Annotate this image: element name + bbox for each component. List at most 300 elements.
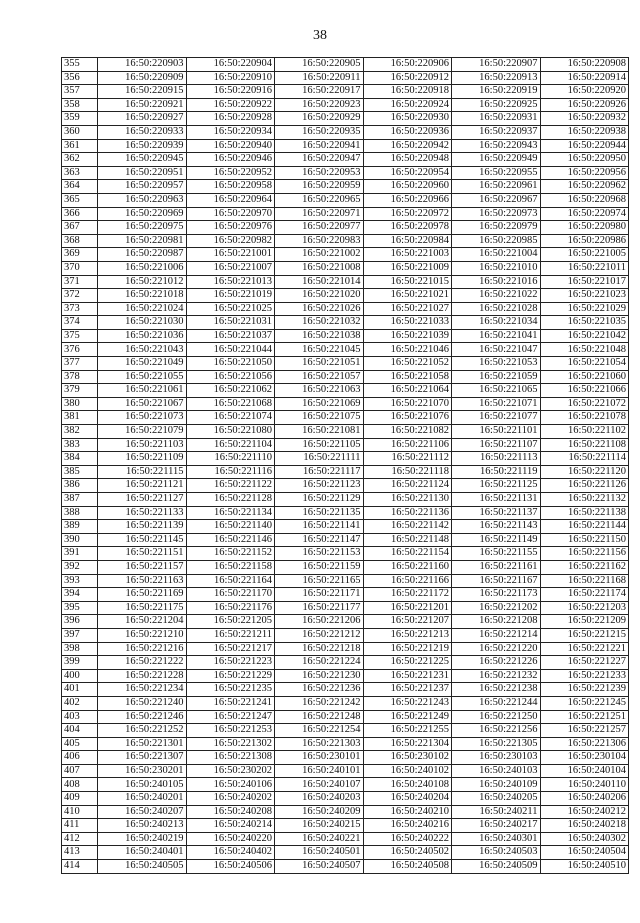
cadastral-code-cell: 16:50:240219 [98, 832, 187, 846]
table-row [62, 588, 629, 602]
cadastral-code-cell: 16:50:221236 [275, 683, 364, 697]
cadastral-code-cell: 16:50:221307 [98, 751, 187, 765]
cadastral-code-cell: 16:50:221138 [540, 506, 629, 520]
cadastral-code-cell: 16:50:220951 [98, 166, 187, 180]
cadastral-code-cell: 16:50:220979 [452, 221, 541, 235]
row-number-cell: 393 [62, 574, 98, 588]
page-number: 38 [313, 28, 327, 43]
cadastral-code-cell: 16:50:221226 [452, 656, 541, 670]
cadastral-code-cell: 16:50:221034 [452, 316, 541, 330]
cadastral-code-cell: 16:50:220921 [98, 98, 187, 112]
cadastral-code-cell: 16:50:221064 [363, 384, 452, 398]
cadastral-code-cell: 16:50:220969 [98, 207, 187, 221]
cadastral-code-cell: 16:50:221131 [452, 493, 541, 507]
row-number-cell: 402 [62, 696, 98, 710]
cadastral-code-cell: 16:50:221218 [275, 642, 364, 656]
table-row [62, 778, 629, 792]
cadastral-code-cell: 16:50:220978 [363, 221, 452, 235]
cadastral-code-cell: 16:50:221058 [363, 370, 452, 384]
cadastral-code-cell: 16:50:221157 [98, 560, 187, 574]
cadastral-code-cell: 16:50:220974 [540, 207, 629, 221]
cadastral-code-cell: 16:50:221257 [540, 724, 629, 738]
cadastral-code-cell: 16:50:221057 [275, 370, 364, 384]
cadastral-code-cell: 16:50:221201 [363, 601, 452, 615]
cadastral-code-cell: 16:50:221068 [186, 397, 275, 411]
cadastral-code-cell: 16:50:221004 [452, 248, 541, 262]
cadastral-code-cell: 16:50:220935 [275, 125, 364, 139]
cadastral-code-cell: 16:50:221231 [363, 669, 452, 683]
row-number-cell: 395 [62, 601, 98, 615]
cadastral-code-cell: 16:50:240105 [98, 778, 187, 792]
cadastral-code-cell: 16:50:221128 [186, 493, 275, 507]
cadastral-code-cell: 16:50:221106 [363, 438, 452, 452]
cadastral-code-cell: 16:50:221029 [540, 302, 629, 316]
cadastral-code-cell: 16:50:240103 [452, 764, 541, 778]
cadastral-code-cell: 16:50:240211 [452, 805, 541, 819]
table-row [62, 737, 629, 751]
row-number-cell: 370 [62, 261, 98, 275]
cadastral-code-cell: 16:50:220924 [363, 98, 452, 112]
table-row [62, 316, 629, 330]
cadastral-code-cell: 16:50:221065 [452, 384, 541, 398]
cadastral-code-cell: 16:50:221174 [540, 588, 629, 602]
table-row [62, 805, 629, 819]
cadastral-code-cell: 16:50:220961 [452, 180, 541, 194]
row-number-cell: 414 [62, 860, 98, 874]
cadastral-code-cell: 16:50:220918 [363, 85, 452, 99]
row-number-cell: 374 [62, 316, 98, 330]
cadastral-code-cell: 16:50:220980 [540, 221, 629, 235]
table-row [62, 112, 629, 126]
cadastral-code-cell: 16:50:221001 [186, 248, 275, 262]
cadastral-code-cell: 16:50:240210 [363, 805, 452, 819]
cadastral-code-cell: 16:50:230201 [98, 764, 187, 778]
cadastral-code-cell: 16:50:220937 [452, 125, 541, 139]
cadastral-code-cell: 16:50:221175 [98, 601, 187, 615]
cadastral-code-cell: 16:50:221235 [186, 683, 275, 697]
cadastral-code-cell: 16:50:221107 [452, 438, 541, 452]
cadastral-code-cell: 16:50:240104 [540, 764, 629, 778]
cadastral-code-cell: 16:50:220916 [186, 85, 275, 99]
cadastral-code-cell: 16:50:240216 [363, 819, 452, 833]
cadastral-code-cell: 16:50:221027 [363, 302, 452, 316]
cadastral-code-cell: 16:50:220907 [452, 58, 541, 72]
cadastral-code-cell: 16:50:221305 [452, 737, 541, 751]
table-row [62, 207, 629, 221]
cadastral-code-cell: 16:50:220956 [540, 166, 629, 180]
cadastral-code-cell: 16:50:221076 [363, 411, 452, 425]
row-number-cell: 391 [62, 547, 98, 561]
table-row [62, 234, 629, 248]
cadastral-code-cell: 16:50:221111 [275, 452, 364, 466]
cadastral-code-cell: 16:50:221140 [186, 520, 275, 534]
cadastral-code-cell: 16:50:221303 [275, 737, 364, 751]
row-number-cell: 364 [62, 180, 98, 194]
cadastral-code-cell: 16:50:221250 [452, 710, 541, 724]
cadastral-code-cell: 16:50:221159 [275, 560, 364, 574]
cadastral-code-cell: 16:50:240217 [452, 819, 541, 833]
cadastral-code-cell: 16:50:221150 [540, 533, 629, 547]
cadastral-code-cell: 16:50:220964 [186, 193, 275, 207]
table-row [62, 751, 629, 765]
cadastral-code-cell: 16:50:220943 [452, 139, 541, 153]
cadastral-code-cell: 16:50:220946 [186, 153, 275, 167]
cadastral-code-cell: 16:50:240209 [275, 805, 364, 819]
cadastral-code-cell: 16:50:240504 [540, 846, 629, 860]
row-number-cell: 355 [62, 58, 98, 72]
row-number-cell: 397 [62, 628, 98, 642]
cadastral-code-cell: 16:50:221301 [98, 737, 187, 751]
cadastral-code-cell: 16:50:220984 [363, 234, 452, 248]
row-number-cell: 406 [62, 751, 98, 765]
row-number-cell: 405 [62, 737, 98, 751]
row-number-cell: 359 [62, 112, 98, 126]
cadastral-code-cell: 16:50:221154 [363, 547, 452, 561]
cadastral-code-cell: 16:50:221206 [275, 615, 364, 629]
cadastral-code-cell: 16:50:220950 [540, 153, 629, 167]
cadastral-code-cell: 16:50:221221 [540, 642, 629, 656]
table-row [62, 166, 629, 180]
cadastral-code-cell: 16:50:221136 [363, 506, 452, 520]
cadastral-code-cell: 16:50:221144 [540, 520, 629, 534]
cadastral-code-cell: 16:50:220967 [452, 193, 541, 207]
cadastral-code-cell: 16:50:221222 [98, 656, 187, 670]
cadastral-code-cell: 16:50:221304 [363, 737, 452, 751]
cadastral-code-cell: 16:50:220910 [186, 71, 275, 85]
table-row [62, 71, 629, 85]
cadastral-code-cell: 16:50:220931 [452, 112, 541, 126]
cadastral-code-cell: 16:50:220954 [363, 166, 452, 180]
cadastral-code-cell: 16:50:220955 [452, 166, 541, 180]
table-row [62, 180, 629, 194]
cadastral-code-cell: 16:50:220941 [275, 139, 364, 153]
table-row [62, 479, 629, 493]
cadastral-code-cell: 16:50:221219 [363, 642, 452, 656]
cadastral-code-cell: 16:50:220922 [186, 98, 275, 112]
table-row [62, 370, 629, 384]
cadastral-code-cell: 16:50:220906 [363, 58, 452, 72]
row-number-cell: 387 [62, 493, 98, 507]
row-number-cell: 383 [62, 438, 98, 452]
cadastral-code-cell: 16:50:221044 [186, 343, 275, 357]
cadastral-code-cell: 16:50:221052 [363, 357, 452, 371]
cadastral-code-cell: 16:50:221224 [275, 656, 364, 670]
table-row [62, 465, 629, 479]
table-row [62, 58, 629, 72]
cadastral-code-cell: 16:50:221135 [275, 506, 364, 520]
table-row [62, 85, 629, 99]
row-number-cell: 361 [62, 139, 98, 153]
cadastral-code-cell: 16:50:221216 [98, 642, 187, 656]
cadastral-code-cell: 16:50:221253 [186, 724, 275, 738]
cadastral-code-cell: 16:50:240221 [275, 832, 364, 846]
cadastral-code-cell: 16:50:221133 [98, 506, 187, 520]
row-number-cell: 389 [62, 520, 98, 534]
cadastral-code-cell: 16:50:220939 [98, 139, 187, 153]
table-row [62, 656, 629, 670]
cadastral-code-cell: 16:50:220905 [275, 58, 364, 72]
cadastral-code-cell: 16:50:220976 [186, 221, 275, 235]
table-row [62, 574, 629, 588]
cadastral-code-cell: 16:50:240102 [363, 764, 452, 778]
cadastral-code-cell: 16:50:221108 [540, 438, 629, 452]
cadastral-code-cell: 16:50:240203 [275, 792, 364, 806]
table-row [62, 560, 629, 574]
row-number-cell: 358 [62, 98, 98, 112]
cadastral-code-cell: 16:50:221026 [275, 302, 364, 316]
cadastral-code-cell: 16:50:221049 [98, 357, 187, 371]
cadastral-code-cell: 16:50:220970 [186, 207, 275, 221]
row-number-cell: 407 [62, 764, 98, 778]
cadastral-code-cell: 16:50:240503 [452, 846, 541, 860]
cadastral-code-cell: 16:50:220925 [452, 98, 541, 112]
cadastral-code-cell: 16:50:221109 [98, 452, 187, 466]
cadastral-code-cell: 16:50:221047 [452, 343, 541, 357]
cadastral-code-cell: 16:50:220903 [98, 58, 187, 72]
cadastral-code-cell: 16:50:240505 [98, 860, 187, 874]
cadastral-code-cell: 16:50:221023 [540, 289, 629, 303]
row-number-cell: 376 [62, 343, 98, 357]
cadastral-code-cell: 16:50:221177 [275, 601, 364, 615]
row-number-cell: 386 [62, 479, 98, 493]
cadastral-code-cell: 16:50:221079 [98, 425, 187, 439]
cadastral-code-cell: 16:50:221205 [186, 615, 275, 629]
cadastral-code-cell: 16:50:220983 [275, 234, 364, 248]
row-number-cell: 366 [62, 207, 98, 221]
row-number-cell: 373 [62, 302, 98, 316]
cadastral-code-cell: 16:50:221078 [540, 411, 629, 425]
cadastral-code-cell: 16:50:221081 [275, 425, 364, 439]
cadastral-code-cell: 16:50:220908 [540, 58, 629, 72]
table-row [62, 710, 629, 724]
cadastral-code-cell: 16:50:240506 [186, 860, 275, 874]
table-row [62, 846, 629, 860]
cadastral-code-cell: 16:50:240101 [275, 764, 364, 778]
cadastral-code-cell: 16:50:220914 [540, 71, 629, 85]
cadastral-code-cell: 16:50:221060 [540, 370, 629, 384]
cadastral-code-cell: 16:50:221055 [98, 370, 187, 384]
cadastral-code-cell: 16:50:221063 [275, 384, 364, 398]
cadastral-code-cell: 16:50:221166 [363, 574, 452, 588]
cadastral-code-cell: 16:50:221204 [98, 615, 187, 629]
table-row [62, 724, 629, 738]
cadastral-code-cell: 16:50:221045 [275, 343, 364, 357]
cadastral-code-cell: 16:50:221212 [275, 628, 364, 642]
cadastral-code-cell: 16:50:221147 [275, 533, 364, 547]
table-row [62, 601, 629, 615]
cadastral-code-cell: 16:50:220948 [363, 153, 452, 167]
cadastral-code-cell: 16:50:240301 [452, 832, 541, 846]
cadastral-code-cell: 16:50:230101 [275, 751, 364, 765]
cadastral-code-cell: 16:50:221070 [363, 397, 452, 411]
table-row [62, 125, 629, 139]
cadastral-code-cell: 16:50:221024 [98, 302, 187, 316]
row-number-cell: 385 [62, 465, 98, 479]
table-row [62, 302, 629, 316]
cadastral-code-cell: 16:50:220965 [275, 193, 364, 207]
row-number-cell: 356 [62, 71, 98, 85]
cadastral-code-cell: 16:50:221209 [540, 615, 629, 629]
cadastral-code-cell: 16:50:240220 [186, 832, 275, 846]
row-number-cell: 399 [62, 656, 98, 670]
cadastral-code-cell: 16:50:220952 [186, 166, 275, 180]
cadastral-code-cell: 16:50:221246 [98, 710, 187, 724]
cadastral-code-cell: 16:50:220972 [363, 207, 452, 221]
cadastral-code-cell: 16:50:221255 [363, 724, 452, 738]
cadastral-code-cell: 16:50:221129 [275, 493, 364, 507]
cadastral-code-cell: 16:50:221012 [98, 275, 187, 289]
cadastral-code-cell: 16:50:221035 [540, 316, 629, 330]
cadastral-code-cell: 16:50:240202 [186, 792, 275, 806]
cadastral-code-cell: 16:50:240402 [186, 846, 275, 860]
table-row [62, 860, 629, 874]
cadastral-code-cell: 16:50:221019 [186, 289, 275, 303]
table-row [62, 642, 629, 656]
cadastral-code-cell: 16:50:240214 [186, 819, 275, 833]
cadastral-code-cell: 16:50:221028 [452, 302, 541, 316]
cadastral-code-cell: 16:50:221160 [363, 560, 452, 574]
cadastral-code-cell: 16:50:221208 [452, 615, 541, 629]
table-row [62, 329, 629, 343]
row-number-cell: 411 [62, 819, 98, 833]
cadastral-code-cell: 16:50:220945 [98, 153, 187, 167]
cadastral-code-cell: 16:50:221037 [186, 329, 275, 343]
cadastral-code-cell: 16:50:220911 [275, 71, 364, 85]
cadastral-code-cell: 16:50:221006 [98, 261, 187, 275]
cadastral-code-cell: 16:50:221137 [452, 506, 541, 520]
cadastral-code-cell: 16:50:220975 [98, 221, 187, 235]
cadastral-code-cell: 16:50:221123 [275, 479, 364, 493]
table-row [62, 696, 629, 710]
cadastral-code-cell: 16:50:221217 [186, 642, 275, 656]
cadastral-code-cell: 16:50:221009 [363, 261, 452, 275]
cadastral-code-cell: 16:50:221152 [186, 547, 275, 561]
cadastral-code-cell: 16:50:221215 [540, 628, 629, 642]
row-number-cell: 384 [62, 452, 98, 466]
cadastral-code-cell: 16:50:221042 [540, 329, 629, 343]
cadastral-code-cell: 16:50:220987 [98, 248, 187, 262]
cadastral-code-cell: 16:50:221211 [186, 628, 275, 642]
table-row [62, 411, 629, 425]
cadastral-code-cell: 16:50:221124 [363, 479, 452, 493]
cadastral-code-cell: 16:50:221062 [186, 384, 275, 398]
row-number-cell: 401 [62, 683, 98, 697]
cadastral-code-cell: 16:50:221101 [452, 425, 541, 439]
cadastral-code-cell: 16:50:240205 [452, 792, 541, 806]
cadastral-code-cell: 16:50:221018 [98, 289, 187, 303]
cadastral-code-cell: 16:50:221105 [275, 438, 364, 452]
row-number-cell: 362 [62, 153, 98, 167]
row-number-cell: 394 [62, 588, 98, 602]
cadastral-code-cell: 16:50:220962 [540, 180, 629, 194]
cadastral-code-cell: 16:50:221073 [98, 411, 187, 425]
cadastral-code-cell: 16:50:221162 [540, 560, 629, 574]
cadastral-code-cell: 16:50:221038 [275, 329, 364, 343]
cadastral-code-cell: 16:50:240208 [186, 805, 275, 819]
cadastral-code-cell: 16:50:221161 [452, 560, 541, 574]
table-row [62, 221, 629, 235]
row-number-cell: 408 [62, 778, 98, 792]
cadastral-code-cell: 16:50:221115 [98, 465, 187, 479]
table-row [62, 493, 629, 507]
cadastral-code-cell: 16:50:221232 [452, 669, 541, 683]
cadastral-code-cell: 16:50:221008 [275, 261, 364, 275]
cadastral-code-cell: 16:50:221172 [363, 588, 452, 602]
table-row [62, 452, 629, 466]
cadastral-code-cell: 16:50:221240 [98, 696, 187, 710]
cadastral-code-cell: 16:50:221169 [98, 588, 187, 602]
cadastral-code-cell: 16:50:221033 [363, 316, 452, 330]
cadastral-code-cell: 16:50:221031 [186, 316, 275, 330]
cadastral-code-cell: 16:50:221247 [186, 710, 275, 724]
cadastral-code-cell: 16:50:220938 [540, 125, 629, 139]
cadastral-code-cell: 16:50:240213 [98, 819, 187, 833]
cadastral-code-cell: 16:50:221066 [540, 384, 629, 398]
cadastral-code-cell: 16:50:220928 [186, 112, 275, 126]
cadastral-code-cell: 16:50:221002 [275, 248, 364, 262]
cadastral-code-cell: 16:50:240212 [540, 805, 629, 819]
cadastral-code-cell: 16:50:221153 [275, 547, 364, 561]
cadastral-code-cell: 16:50:220971 [275, 207, 364, 221]
cadastral-code-cell: 16:50:220927 [98, 112, 187, 126]
cadastral-code-cell: 16:50:221214 [452, 628, 541, 642]
cadastral-code-cell: 16:50:221036 [98, 329, 187, 343]
cadastral-code-cell: 16:50:220944 [540, 139, 629, 153]
cadastral-code-cell: 16:50:221061 [98, 384, 187, 398]
row-number-cell: 369 [62, 248, 98, 262]
cadastral-code-cell: 16:50:221302 [186, 737, 275, 751]
cadastral-code-cell: 16:50:221132 [540, 493, 629, 507]
cadastral-code-cell: 16:50:221213 [363, 628, 452, 642]
cadastral-code-cell: 16:50:221256 [452, 724, 541, 738]
row-number-cell: 367 [62, 221, 98, 235]
cadastral-code-cell: 16:50:221149 [452, 533, 541, 547]
cadastral-code-cell: 16:50:240206 [540, 792, 629, 806]
cadastral-code-cell: 16:50:221118 [363, 465, 452, 479]
cadastral-code-cell: 16:50:221114 [540, 452, 629, 466]
cadastral-code-cell: 16:50:221252 [98, 724, 187, 738]
table-row [62, 384, 629, 398]
cadastral-code-cell: 16:50:240508 [363, 860, 452, 874]
cadastral-code-cell: 16:50:221010 [452, 261, 541, 275]
cadastral-code-cell: 16:50:220936 [363, 125, 452, 139]
cadastral-code-cell: 16:50:221014 [275, 275, 364, 289]
table-row [62, 520, 629, 534]
cadastral-code-cell: 16:50:221151 [98, 547, 187, 561]
cadastral-code-cell: 16:50:220968 [540, 193, 629, 207]
cadastral-code-cell: 16:50:221146 [186, 533, 275, 547]
table-row [62, 683, 629, 697]
cadastral-code-cell: 16:50:221145 [98, 533, 187, 547]
cadastral-code-cell: 16:50:220966 [363, 193, 452, 207]
cadastral-code-cell: 16:50:221223 [186, 656, 275, 670]
table-row [62, 506, 629, 520]
cadastral-code-cell: 16:50:221017 [540, 275, 629, 289]
cadastral-code-cell: 16:50:221230 [275, 669, 364, 683]
cadastral-code-cell: 16:50:220926 [540, 98, 629, 112]
row-number-cell: 377 [62, 357, 98, 371]
cadastral-code-cell: 16:50:221148 [363, 533, 452, 547]
cadastral-code-cell: 16:50:220960 [363, 180, 452, 194]
cadastral-code-cell: 16:50:220929 [275, 112, 364, 126]
cadastral-code-cell: 16:50:220940 [186, 139, 275, 153]
cadastral-code-cell: 16:50:220923 [275, 98, 364, 112]
cadastral-code-cell: 16:50:240106 [186, 778, 275, 792]
row-number-cell: 365 [62, 193, 98, 207]
cadastral-code-cell: 16:50:221013 [186, 275, 275, 289]
cadastral-code-cell: 16:50:221227 [540, 656, 629, 670]
cadastral-code-cell: 16:50:221228 [98, 669, 187, 683]
